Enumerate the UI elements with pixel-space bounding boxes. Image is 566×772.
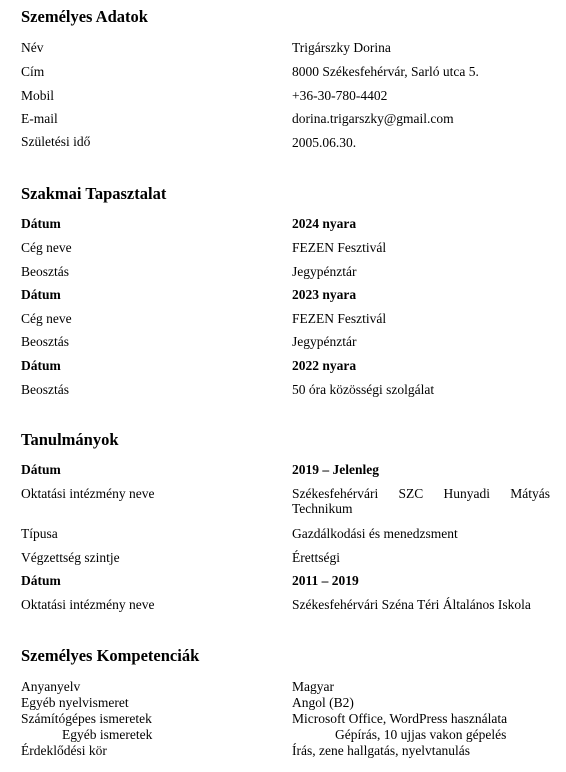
personal-label-address: Cím	[21, 64, 45, 79]
competency-value-interests: Írás, zene hallgatás, nyelvtanulás	[292, 743, 471, 758]
competency-label-other-languages: Egyéb nyelvismeret	[21, 695, 129, 710]
experience-label-position: Beosztás	[21, 382, 69, 397]
personal-value-mobile: +36-30-780-4402	[292, 88, 388, 103]
education-label-date: Dátum	[21, 462, 61, 477]
institution-word: SZC	[398, 486, 424, 501]
personal-label-birthdate: Születési idő	[21, 134, 91, 149]
competency-value-other-languages: Angol (B2)	[292, 695, 354, 710]
experience-value-position: Jegypénztár	[292, 264, 357, 279]
education-value-institution	[292, 486, 550, 517]
section-heading-experience: Szakmai Tapasztalat	[21, 184, 167, 203]
experience-label-company: Cég neve	[21, 311, 72, 326]
education-value-institution-line2: Technikum	[292, 501, 353, 516]
education-label-institution: Oktatási intézmény neve	[21, 486, 155, 501]
education-label-level: Végzettség szintje	[21, 550, 120, 565]
experience-label-date: Dátum	[21, 216, 61, 231]
competency-label-interests: Érdeklődési kör	[21, 743, 107, 758]
competency-value-computer-skills: Microsoft Office, WordPress használata	[292, 711, 508, 726]
experience-value-position: Jegypénztár	[292, 334, 357, 349]
experience-label-company: Cég neve	[21, 240, 72, 255]
institution-word: Hunyadi	[443, 486, 490, 501]
competency-label-computer-skills: Számítógépes ismeretek	[21, 711, 152, 726]
personal-label-mobile: Mobil	[21, 88, 55, 103]
experience-value-company: FEZEN Fesztivál	[292, 311, 387, 326]
experience-label-position: Beosztás	[21, 334, 69, 349]
institution-word: Mátyás	[510, 486, 550, 501]
personal-value-address: 8000 Székesfehérvár, Sarló utca 5.	[292, 64, 479, 79]
education-label-type: Típusa	[21, 526, 58, 541]
experience-value-position: 50 óra közösségi szolgálat	[292, 382, 435, 397]
experience-label-position: Beosztás	[21, 264, 69, 279]
institution-word: Székesfehérvári	[292, 486, 379, 501]
education-value-institution: Székesfehérvári Széna Téri Általános Iskola	[292, 597, 531, 612]
experience-label-date: Dátum	[21, 358, 61, 373]
education-value-date: 2011 – 2019	[292, 573, 359, 588]
education-label-date: Dátum	[21, 573, 61, 588]
education-value-level: Érettségi	[292, 550, 340, 565]
education-value-type: Gazdálkodási és menedzsment	[292, 526, 458, 541]
section-heading-education: Tanulmányok	[21, 430, 119, 449]
education-label-institution: Oktatási intézmény neve	[21, 597, 155, 612]
personal-value-email: dorina.trigarszky@gmail.com	[292, 111, 454, 126]
competency-value-native-language: Magyar	[292, 679, 334, 694]
competency-value-other-skills: Gépírás, 10 ujjas vakon gépelés	[335, 727, 507, 742]
experience-value-company: FEZEN Fesztivál	[292, 240, 387, 255]
personal-value-birthdate: 2005.06.30.	[292, 135, 357, 150]
personal-value-name: Trigárszky Dorina	[292, 40, 391, 55]
section-heading-competencies: Személyes Kompetenciák	[21, 646, 200, 665]
competency-label-other-skills: Egyéb ismeretek	[62, 727, 153, 742]
personal-label-name: Név	[21, 40, 44, 55]
section-heading-personal: Személyes Adatok	[21, 7, 148, 26]
experience-value-date: 2022 nyara	[292, 358, 357, 373]
experience-label-date: Dátum	[21, 287, 61, 302]
competency-label-native-language: Anyanyelv	[21, 679, 81, 694]
personal-label-email: E-mail	[21, 111, 58, 126]
education-value-institution-line1	[292, 486, 550, 502]
education-value-date: 2019 – Jelenleg	[292, 462, 379, 477]
experience-value-date: 2023 nyara	[292, 287, 357, 302]
experience-value-date: 2024 nyara	[292, 216, 357, 231]
